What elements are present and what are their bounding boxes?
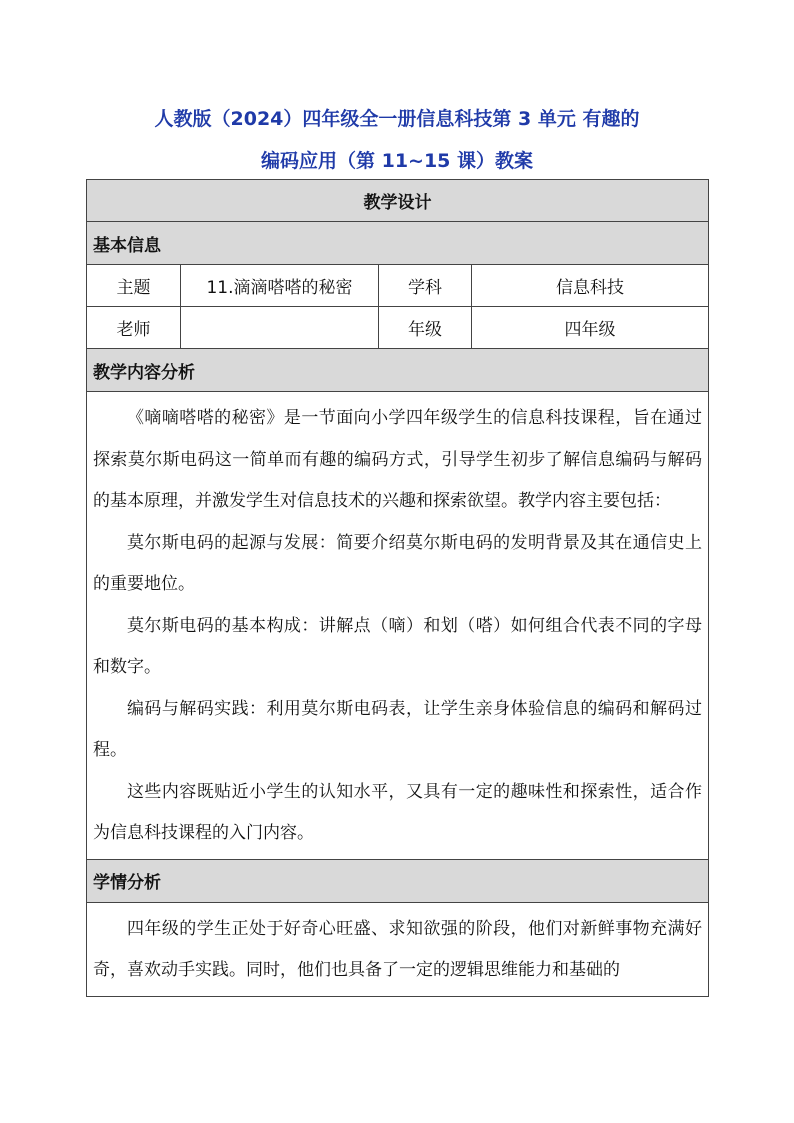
learner-analysis-header: 学情分析 [87,859,709,902]
content-analysis-paragraph: 《嘀嘀嗒嗒的秘密》是一节面向小学四年级学生的信息科技课程，旨在通过探索莫尔斯电码这一简单而有趣的编码方式，引导学生初步了解信息编码与解码的基本原理，并激发学生对信息技术的兴趣和探索欲望。教学内容主要包括： [93,408,702,511]
basic-info-header: 基本信息 [87,222,709,265]
content-analysis-paragraph: 莫尔斯电码的起源与发展：简要介绍莫尔斯电码的发明背景及其在通信史上的重要地位。 [93,532,702,594]
content-analysis-header: 教学内容分析 [87,349,709,392]
design-header: 教学设计 [87,180,709,222]
lesson-plan-table [86,179,709,997]
teacher-value [181,307,379,349]
subject-value: 信息科技 [472,265,709,307]
teacher-label: 老师 [87,307,181,349]
content-analysis-paragraph: 莫尔斯电码的基本构成：讲解点（嘀）和划（嗒）如何组合代表不同的字母和数字。 [93,615,702,677]
topic-label: 主题 [87,265,181,307]
content-analysis-paragraph: 编码与解码实践：利用莫尔斯电码表，让学生亲身体验信息的编码和解码过程。 [93,698,702,760]
grade-value: 四年级 [472,307,709,349]
topic-value: 11.滴滴嗒嗒的秘密 [181,265,379,307]
subject-label: 学科 [379,265,472,307]
learner-analysis-body [87,902,709,996]
grade-label: 年级 [379,307,472,349]
content-analysis-body [87,392,709,860]
learner-analysis-paragraph: 四年级的学生正处于好奇心旺盛、求知欲强的阶段，他们对新鲜事物充满好奇，喜欢动手实践。同时，他们也具备了一定的逻辑思维能力和基础的 [93,918,702,980]
content-analysis-paragraph: 这些内容既贴近小学生的认知水平，又具有一定的趣味性和探索性，适合作为信息科技课程的入门内容。 [93,781,702,843]
document-title-line-1: 人教版（2024）四年级全一册信息科技第 3 单元 有趣的 [154,108,640,130]
document-title-line-2: 编码应用（第 11~15 课）教案 [260,150,534,172]
